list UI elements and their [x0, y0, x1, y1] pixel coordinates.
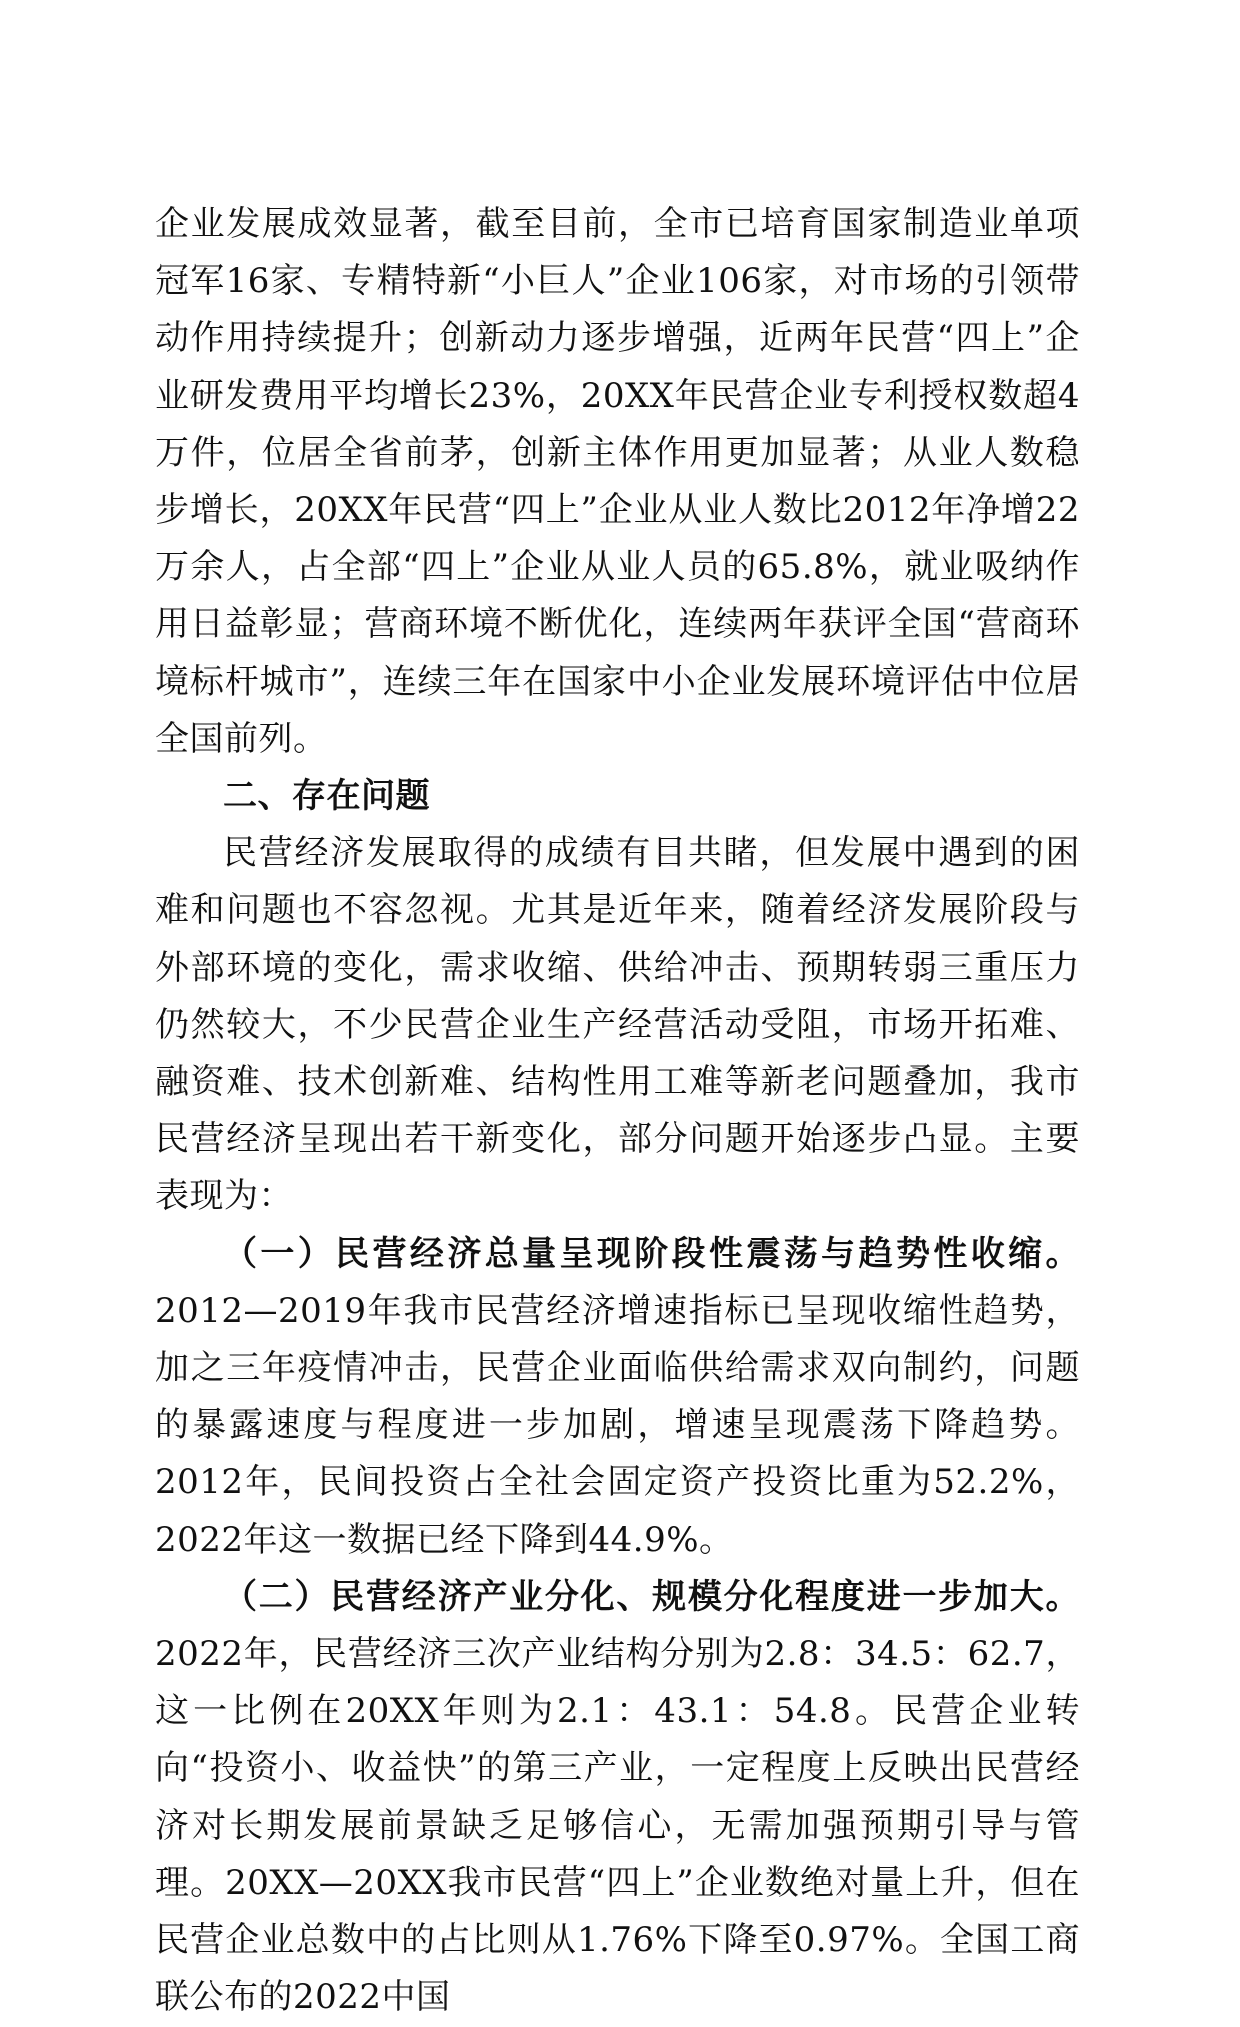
- section-heading-problems: 二、存在问题: [223, 776, 430, 817]
- paragraph-achievements: 企业发展成效显著，截至目前，全市已培育国家制造业单项冠军16家、专精特新“小巨人”企业106家，对市场的引领带动作用持续提升；创新动力逐步增强，近两年民营“四上”企业研发费用平均增长23%，20XX年民营企业专利授权数超4万件，位居全省前茅，创新主体作用更加显著；从业人数稳步增长，20XX年民营“四上”企业从业人数比2012年净增22万余人，占全部“四上”企业从业人员的65.8%，就业吸纳作用日益彰显；营商环境不断优化，连续两年获评全国“营商环境标杆城市”，连续三年在国家中小企业发展环境评估中位居全国前列。: [155, 204, 1080, 759]
- paragraph-problems-intro: 民营经济发展取得的成绩有目共睹，但发展中遇到的困难和问题也不容忽视。尤其是近年来，随着经济发展阶段与外部环境的变化，需求收缩、供给冲击、预期转弱三重压力仍然较大，不少民营企业生产经营活动受阻，市场开拓难、融资难、技术创新难、结构性用工难等新老问题叠加，我市民营经济呈现出若干新变化，部分问题开始逐步凸显。主要表现为：: [155, 833, 1080, 1217]
- item-2-title: （二）民营经济产业分化、规模分化程度进一步加大。: [223, 1576, 1080, 1617]
- paragraph-item-2: [155, 1569, 1080, 2027]
- item-1-body: 2012—2019年我市民营经济增速指标已呈现收缩性趋势，加之三年疫情冲击，民营企业面临供给需求双向制约，问题的暴露速度与程度进一步加剧，增速呈现震荡下降趋势。2012年，民间投资占全社会固定资产投资比重为52.2%，2022年这一数据已经下降到44.9%。: [155, 1290, 1080, 1560]
- paragraph-item-1: [155, 1226, 1080, 1569]
- document-body: [155, 196, 1080, 2027]
- item-1-title: （一）民营经济总量呈现阶段性震荡与趋势性收缩。: [223, 1233, 1080, 1274]
- item-2-body: 2022年，民营经济三次产业结构分别为2.8：34.5：62.7，这一比例在20XX年则为2.1：43.1：54.8。民营企业转向“投资小、收益快”的第三产业，一定程度上反映出民营经济对长期发展前景缺乏足够信心，无需加强预期引导与管理。20XX—20XX我市民营“四上”企业数绝对量上升，但在民营企业总数中的占比则从1.76%下降至0.97%。全国工商联公布的2022中国: [155, 1634, 1080, 2018]
